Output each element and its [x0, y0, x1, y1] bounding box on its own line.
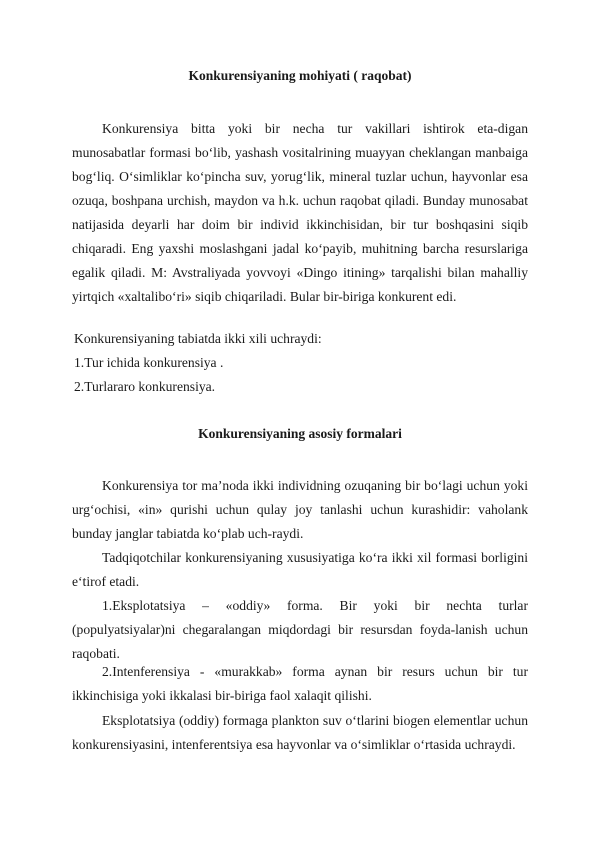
list-item-intraspecific: 1.Tur ichida konkurensiya .: [74, 355, 224, 370]
paragraph-exploitation: 1.Eksplotatsiya – «oddiy» forma. Bir yoki bir nechta turlar (populyatsiyalar)ni chegaralangan miqdordagi bir resursdan foyda-lanish uchun raqobati.: [72, 598, 528, 661]
paragraph-researchers: Tadqiqotchilar konkurensiyaning xususiyatiga ko‘ra ikki xil formasi borligini e‘tirof etadi.: [72, 550, 528, 589]
list-item-interspecific: 2.Turlararo konkurensiya.: [74, 379, 216, 394]
paragraph-narrow-meaning: Konkurensiya tor ma’noda ikki individning ozuqaning bir bo‘lagi uchun yoki urg‘ochisi, «in» qurishi uchun qulay joy tanlashi uchun kurashidir: vaholank bunday janglar tabiatda ko‘plab uch-raydi.: [72, 478, 528, 541]
paragraph-examples: Eksplotatsiya (oddiy) formaga plankton suv o‘tlarini biogen elementlar uchun konkurensiyasini, intenferentsiya esa hayvonlar va o‘simliklar o‘rtasida uchraydi.: [72, 713, 528, 752]
paragraph-interference: 2.Intenferensiya - «murakkab» forma aynan bir resurs uchun bir tur ikkinchisiga yoki ikkalasi bir-biriga faol xalaqit qilishi.: [72, 664, 528, 703]
paragraph-definition: Konkurensiya bitta yoki bir necha tur vakillari ishtirok eta-digan munosabatlar formasi bo‘lib, yashash vositalrining muayyan cheklangan manbaiga bog‘liq. O‘simliklar ko‘pincha suv, yorug‘lik, mineral tuzlar uchun, hayvonlar esa ozuqa, boshpana urchish, maydon va h.k. uchun raqobat qiladi. Bunday munosabat natijasida deyarli har doim bir individ ikkinchisidan, bir tur boshqasini siqib chiqaradi. Eng yaxshi moslashgani jadal ko‘payib, muhitning barcha resurslariga egalik qiladi. M: Avstraliyada yovvoyi «Dingo itining» tarqalishi bilan mahalliy yirtqich «xaltalibo‘ri» siqib chiqariladi. Bular bir-biriga konkurent edi.: [72, 121, 528, 304]
types-intro-line: Konkurensiyaning tabiatda ikki xili uchraydi:: [74, 331, 322, 346]
section-title-essence: Konkurensiyaning mohiyati ( raqobat): [188, 68, 412, 83]
section-title-forms: Konkurensiyaning asosiy formalari: [198, 426, 402, 441]
